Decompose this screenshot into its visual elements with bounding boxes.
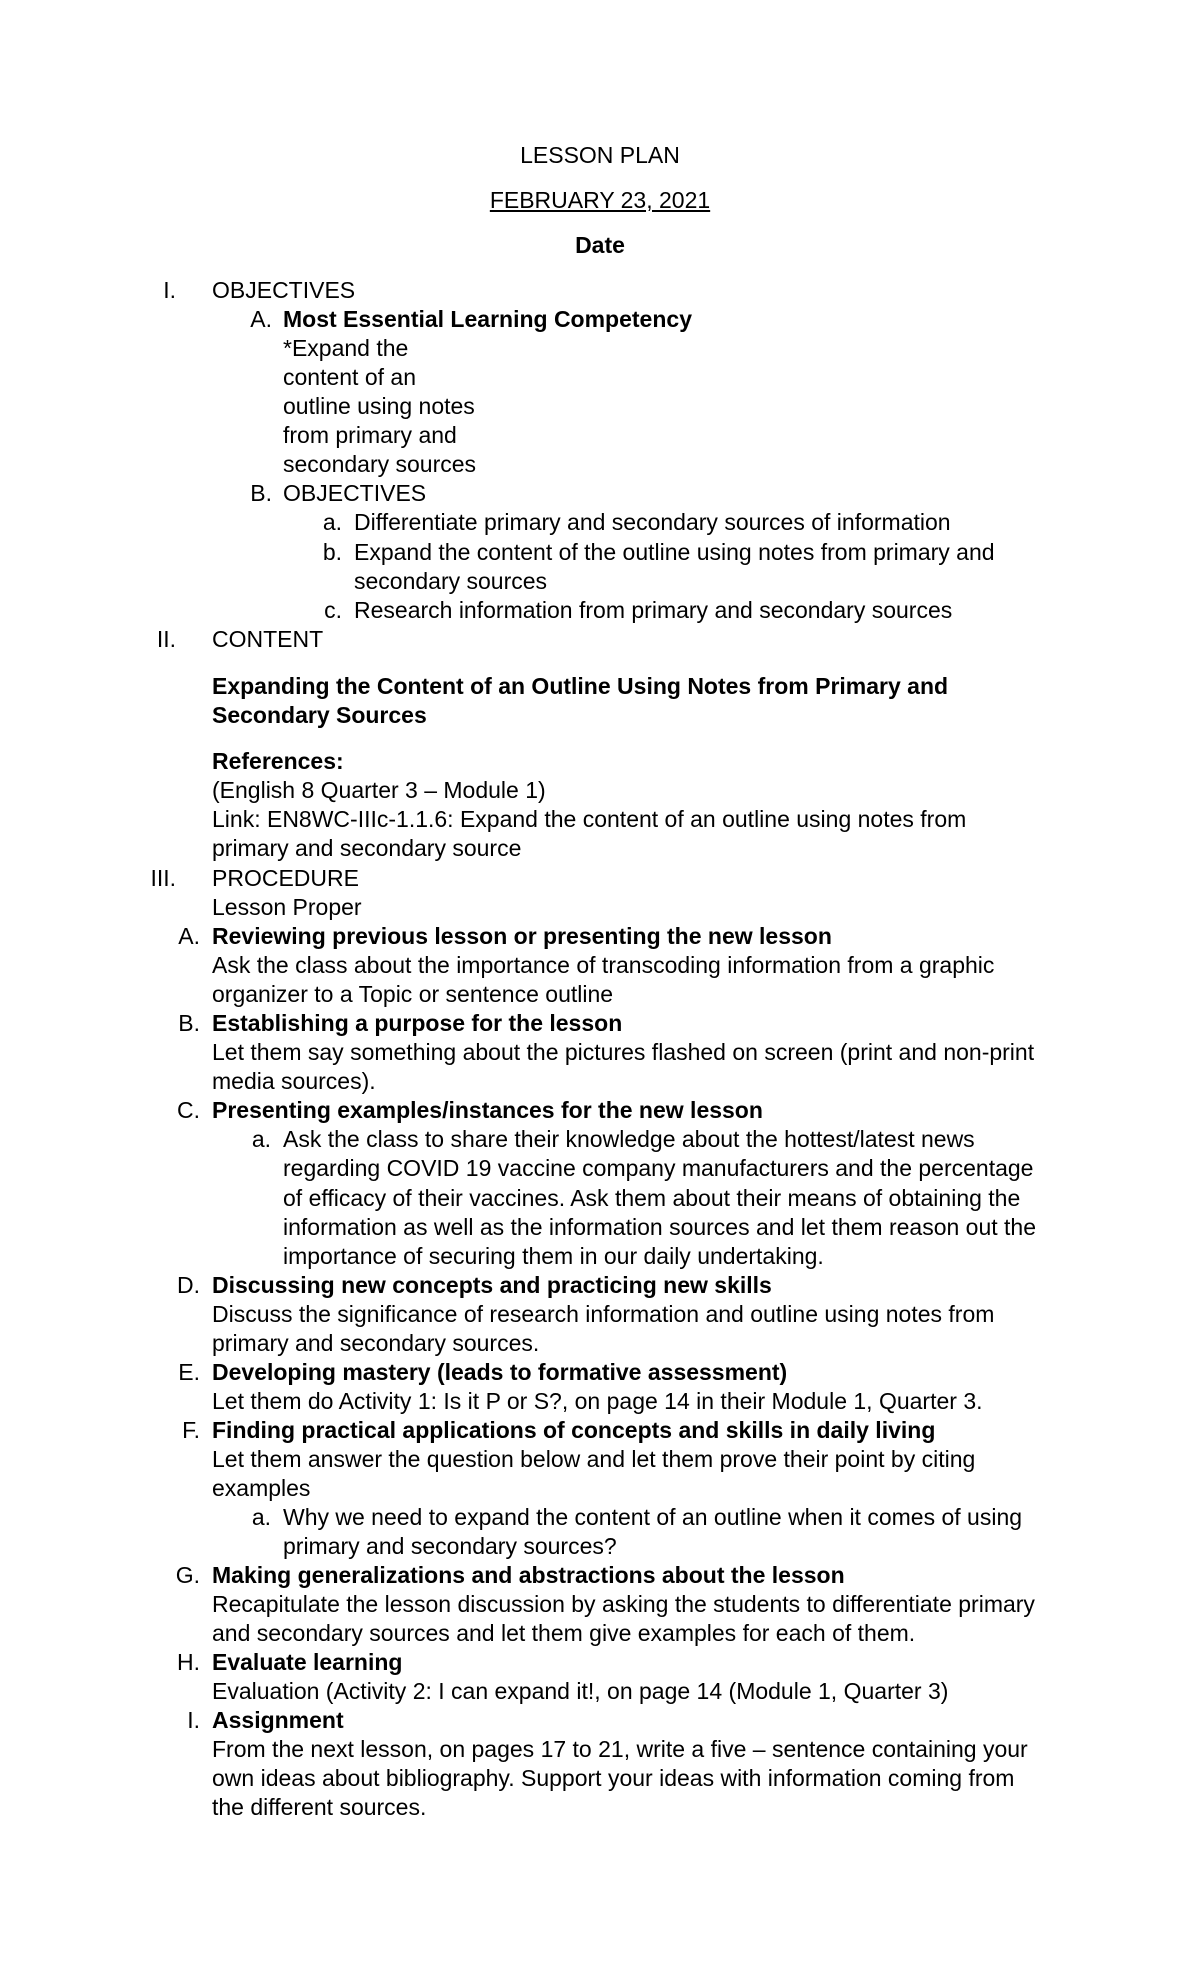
step-sub-text: primary and secondary sources? [283,1533,617,1559]
step-text: Evaluation (Activity 2: I can expand it!, on page 14 (Module 1, Quarter 3) [212,1678,949,1704]
step-mark: E. [178,1359,200,1385]
step-title: Assignment [212,1707,344,1733]
objective-item-mark: c. [324,597,342,623]
objective-item-mark: b. [322,539,342,565]
procedure-subtitle: Lesson Proper [212,894,362,920]
step-sub-mark: a. [251,1504,271,1530]
reference-line: primary and secondary source [212,835,522,861]
step-sub-text: importance of securing them in our daily undertaking. [283,1243,824,1269]
step-sub-text: information as well as the information sources and let them reason out the [283,1214,1037,1240]
references-label: References: [212,748,344,774]
step-text: own ideas about bibliography. Support your ideas with information coming from [212,1765,1015,1791]
objective-item-text: Expand the content of the outline using notes from primary and [354,539,995,565]
competency-line: *Expand the [283,335,409,361]
step-text: the different sources. [212,1794,427,1820]
step-sub-mark: a. [251,1126,271,1152]
step-text: From the next lesson, on pages 17 to 21, write a five – sentence containing your [212,1736,1028,1762]
step-mark: B. [178,1010,200,1036]
step-text: Ask the class about the importance of transcoding information from a graphic [212,952,995,978]
section-title-content: CONTENT [212,626,324,652]
step-title: Establishing a purpose for the lesson [212,1010,623,1036]
step-text: examples [212,1475,311,1501]
reference-line: Link: EN8WC-IIIc-1.1.6: Expand the content of an outline using notes from [212,806,967,832]
competency-line: secondary sources [283,451,477,477]
step-text: Let them do Activity 1: Is it P or S?, on page 14 in their Module 1, Quarter 3. [212,1388,983,1414]
objectives-subheading: OBJECTIVES [283,480,427,506]
section-number-procedure: III. [150,865,176,891]
section-number-objectives: I. [163,277,176,303]
content-topic: Secondary Sources [212,702,427,728]
objective-b-mark: B. [250,480,272,506]
step-title: Making generalizations and abstractions about the lesson [212,1562,845,1588]
step-mark: C. [177,1097,200,1123]
step-text: Discuss the significance of research information and outline using notes from [212,1301,995,1327]
step-mark: A. [178,923,200,949]
content-topic: Expanding the Content of an Outline Using Notes from Primary and [212,673,949,699]
competency-heading: Most Essential Learning Competency [283,306,692,332]
step-sub-text: Why we need to expand the content of an outline when it comes of using [283,1504,1023,1530]
step-title: Presenting examples/instances for the new lesson [212,1097,763,1123]
step-sub-text: regarding COVID 19 vaccine company manufacturers and the percentage [283,1155,1034,1181]
date-label: Date [575,232,625,258]
objective-item-text: Research information from primary and secondary sources [354,597,953,623]
step-text: and secondary sources and let them give examples for each of them. [212,1620,916,1646]
section-title-procedure: PROCEDURE [212,865,359,891]
step-text: organizer to a Topic or sentence outline [212,981,614,1007]
step-title: Evaluate learning [212,1649,403,1675]
step-title: Developing mastery (leads to formative assessment) [212,1359,788,1385]
step-title: Reviewing previous lesson or presenting the new lesson [212,923,832,949]
step-mark: G. [175,1562,200,1588]
step-mark: F. [182,1417,200,1443]
step-text: Let them say something about the pictures flashed on screen (print and non-print [212,1039,1035,1065]
step-text: primary and secondary sources. [212,1330,540,1356]
step-text: Let them answer the question below and let them prove their point by citing [212,1446,976,1472]
step-title: Finding practical applications of concepts and skills in daily living [212,1417,936,1443]
document-title: LESSON PLAN [520,142,680,168]
objective-item-text: Differentiate primary and secondary sources of information [354,509,951,535]
section-title-objectives: OBJECTIVES [212,277,356,303]
competency-line: content of an [283,364,416,390]
competency-line: from primary and [283,422,457,448]
competency-line: outline using notes [283,393,475,419]
lesson-date: FEBRUARY 23, 2021 [489,187,711,213]
objective-a-mark: A. [250,306,272,332]
step-text: media sources). [212,1068,376,1094]
step-mark: I. [187,1707,200,1733]
objective-item-text: secondary sources [354,568,548,594]
step-sub-text: of efficacy of their vaccines. Ask them about their means of obtaining the [283,1185,1021,1211]
step-text: Recapitulate the lesson discussion by asking the students to differentiate primary [212,1591,1035,1617]
step-sub-text: Ask the class to share their knowledge about the hottest/latest news [283,1126,975,1152]
reference-line: (English 8 Quarter 3 – Module 1) [212,777,546,803]
step-mark: H. [177,1649,200,1675]
step-title: Discussing new concepts and practicing new skills [212,1272,772,1298]
section-number-content: II. [156,626,176,652]
step-mark: D. [177,1272,200,1298]
objective-item-mark: a. [322,509,342,535]
